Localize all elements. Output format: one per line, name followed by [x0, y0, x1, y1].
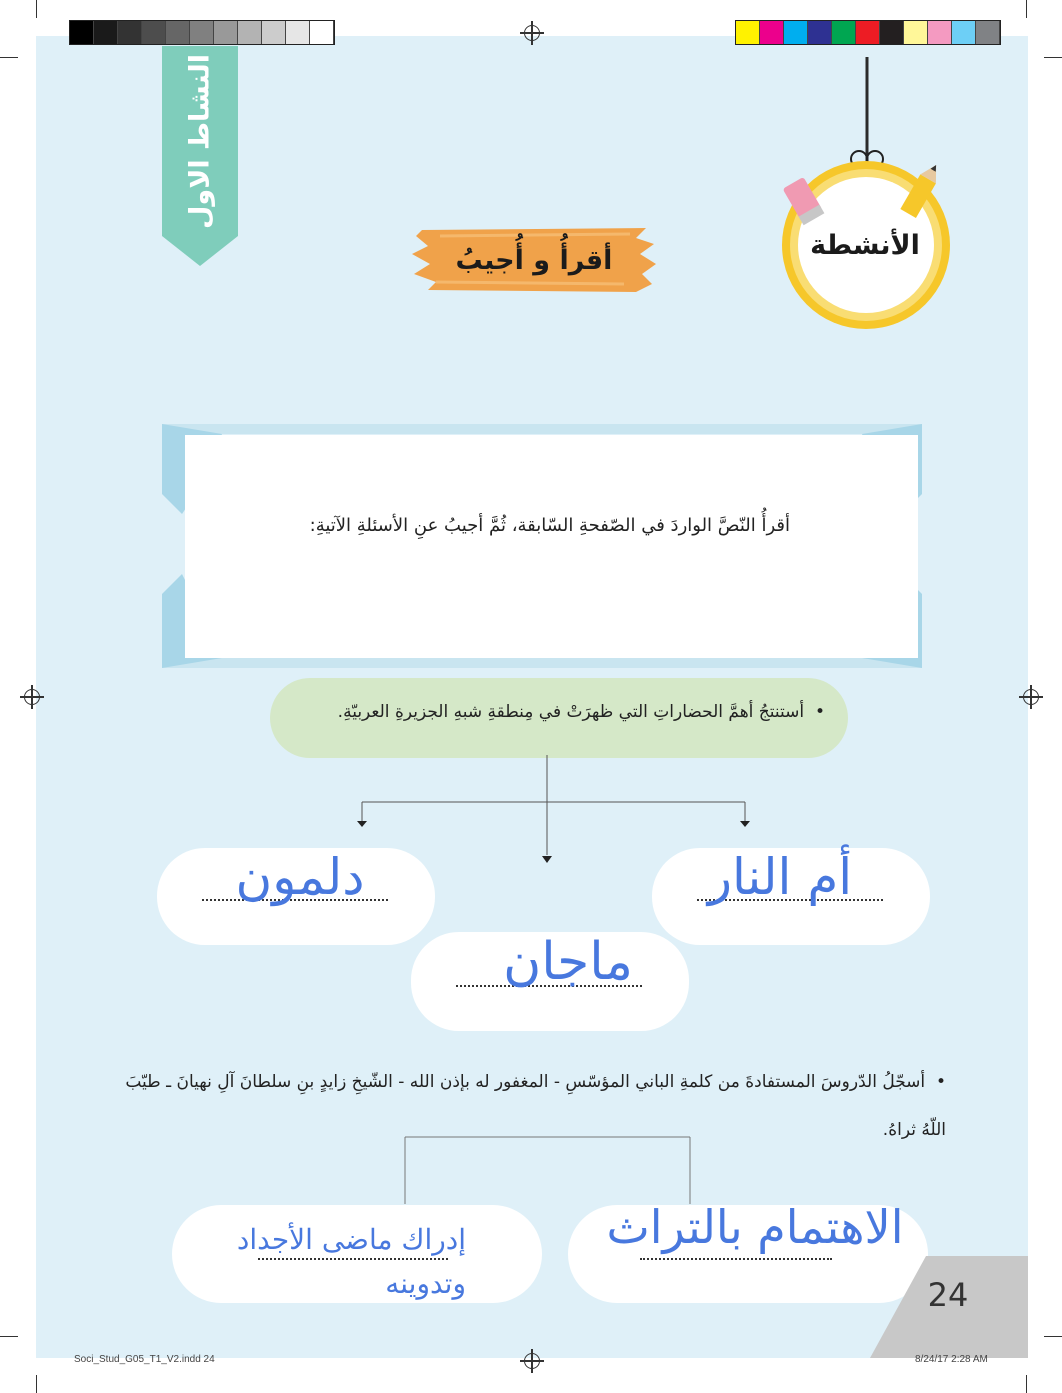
question-2-connector-lines [400, 1136, 696, 1206]
calibration-swatch [928, 21, 952, 44]
read-and-answer-label: أقرأُ و أُجيبُ [455, 244, 613, 276]
calibration-swatch [952, 21, 976, 44]
gray-calibration-strip [69, 20, 335, 45]
calibration-swatch [904, 21, 928, 44]
crop-mark [1026, 1375, 1027, 1393]
calibration-swatch [142, 21, 166, 44]
crop-mark [0, 57, 18, 58]
calibration-swatch [238, 21, 262, 44]
calibration-swatch [214, 21, 238, 44]
crop-mark [36, 1375, 37, 1393]
page-number: 24 [927, 1276, 969, 1314]
activity-side-tab-label: النشاط الاول [184, 53, 216, 229]
calibration-swatch [856, 21, 880, 44]
registration-mark [1023, 689, 1039, 705]
question-1-label: أستنتجُ أهمَّ الحضاراتِ التي ظهرَتْ في مِنطقةِ شبهِ الجزيرةِ العربيّةِ. [337, 702, 805, 722]
dotted-answer-line [640, 1258, 832, 1260]
crop-mark [36, 0, 37, 18]
question-1-text [285, 702, 825, 722]
calibration-swatch [736, 21, 760, 44]
calibration-swatch [808, 21, 832, 44]
calibration-swatch [832, 21, 856, 44]
instruction-text: أقرأُ النّصَّ الواردَ في الصّفحةِ السّابقة، ثُمَّ أجيبُ عنِ الأسئلةِ الآتيةِ: [309, 515, 790, 536]
calibration-swatch [70, 21, 94, 44]
calibration-swatch [310, 21, 334, 44]
calibration-swatch [94, 21, 118, 44]
activities-badge [770, 55, 960, 340]
calibration-swatch [166, 21, 190, 44]
registration-mark [524, 25, 540, 41]
activities-badge-label: الأنشطة [810, 229, 920, 261]
bullet: • [925, 1072, 946, 1092]
calibration-swatch [760, 21, 784, 44]
handwritten-answer-ancestors: إدراك ماضى الأجداد وتدوينه [236, 1223, 466, 1300]
handwritten-answer-magan: ماجان [503, 932, 633, 992]
instruction-card [185, 435, 918, 658]
crop-mark [1044, 57, 1062, 58]
handwritten-answer-dilmun: دلمون [235, 848, 365, 906]
calibration-swatch [286, 21, 310, 44]
calibration-swatch [262, 21, 286, 44]
calibration-swatch [190, 21, 214, 44]
calibration-swatch [880, 21, 904, 44]
crop-mark [0, 1336, 18, 1337]
footer-timestamp: 8/24/17 2:28 AM [915, 1354, 988, 1365]
bullet: • [804, 702, 825, 722]
calibration-swatch [976, 21, 1000, 44]
calibration-swatch [784, 21, 808, 44]
crop-mark [1026, 0, 1027, 18]
handwritten-answer-umm-an-nar: أم النار [707, 848, 853, 906]
crop-mark [1044, 1336, 1062, 1337]
registration-mark [524, 1353, 540, 1369]
question-2-label: أسجّلُ الدّروسَ المستفادةَ من كلمةِ الباني المؤسّسِ - المغفور له بإذن الله - الشّيخِ زايدٍ بنِ سلطانَ آلِ نهيانَ ـ طيّبَ اللّهُ ثراهُ. [125, 1072, 946, 1140]
handwritten-answer-heritage: الاهتمام بالتراث [606, 1200, 904, 1254]
calibration-swatch [118, 21, 142, 44]
color-calibration-strip [735, 20, 1001, 45]
footer-file-name: Soci_Stud_G05_T1_V2.indd 24 [74, 1354, 215, 1365]
registration-mark [24, 689, 40, 705]
